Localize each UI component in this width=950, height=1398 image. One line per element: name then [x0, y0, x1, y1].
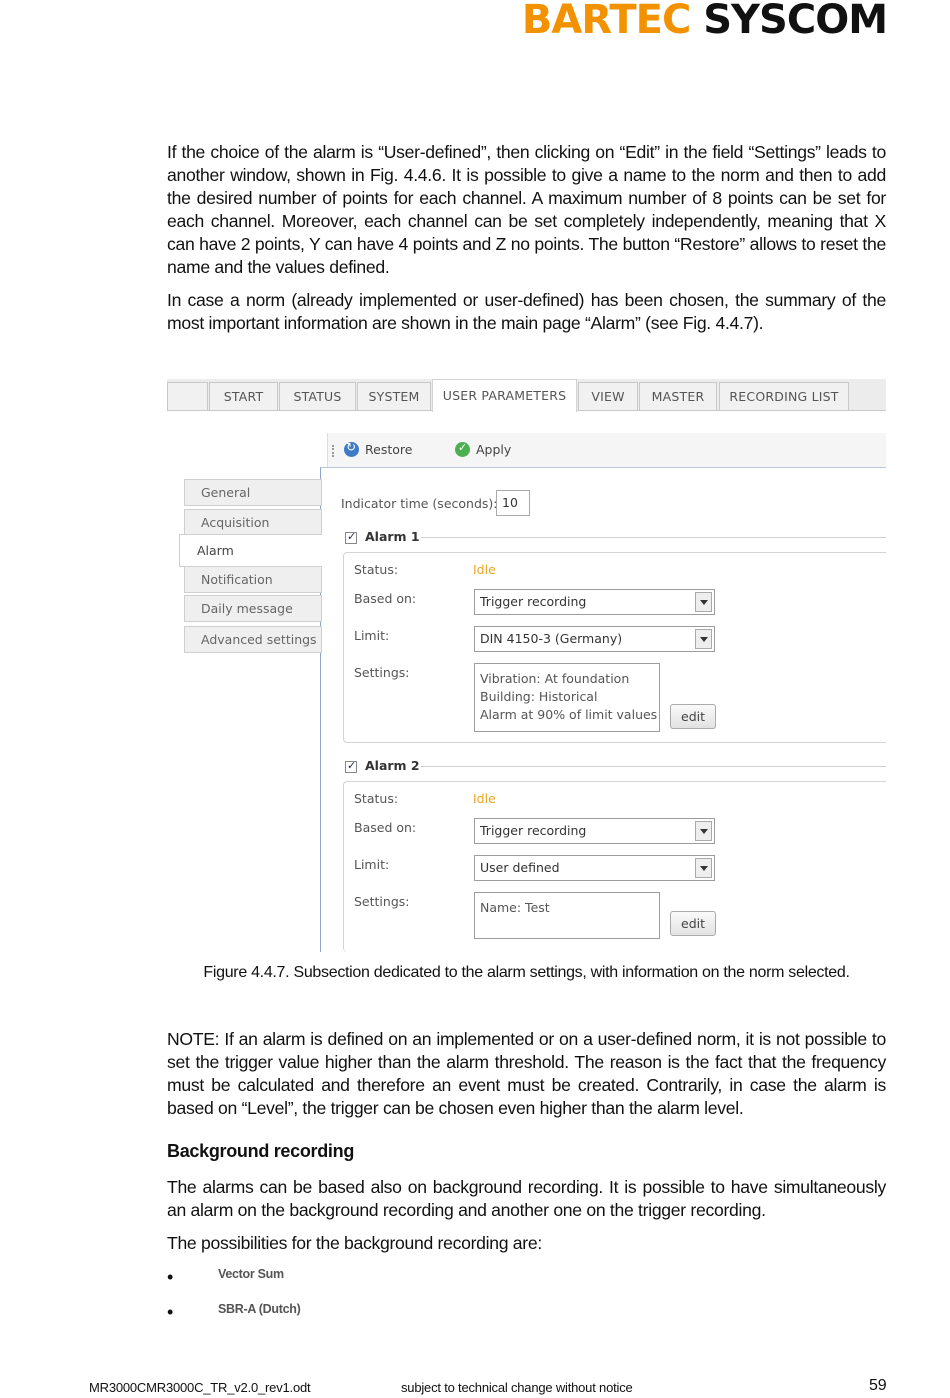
footer-notice: subject to technical change without notice: [401, 1380, 633, 1395]
bullet-icon: •: [167, 1267, 174, 1287]
indicator-time-label: Indicator time (seconds):: [341, 496, 498, 511]
tab-user-parameters[interactable]: USER PARAMETERS: [432, 379, 577, 412]
tab-start[interactable]: START: [209, 382, 278, 410]
list-item-label: SBR-A (Dutch): [218, 1302, 301, 1316]
sidebar-item-advanced-settings[interactable]: Advanced settings: [184, 626, 322, 653]
alarm2-limit-label: Limit:: [354, 857, 390, 872]
alarm2-settings-label: Settings:: [354, 894, 410, 909]
paragraph-norm-summary: In case a norm (already implemented or user-defined) has been chosen, the summary of the most important information are shown in the main page “Alarm” (see Fig. 4.4.7).: [167, 290, 886, 333]
tab-blank[interactable]: [167, 382, 208, 410]
chevron-down-icon[interactable]: [695, 629, 712, 649]
tab-bar: [167, 379, 886, 411]
alarm2-title: Alarm 2: [365, 758, 420, 773]
alarm2-limit-value: User defined: [480, 860, 560, 875]
indicator-time-input[interactable]: 10: [496, 490, 530, 516]
footer-filename: MR3000CMR3000C_TR_v2.0_rev1.odt: [89, 1380, 311, 1395]
restore-button[interactable]: [344, 442, 412, 457]
chevron-down-icon[interactable]: [695, 821, 712, 841]
toolbar-grip[interactable]: [332, 445, 334, 457]
alarm2-settings-line: Name: Test: [480, 900, 550, 915]
alarm1-edit-button[interactable]: edit: [670, 704, 716, 729]
chevron-down-icon[interactable]: [695, 858, 712, 878]
apply-check-icon: [455, 442, 470, 457]
alarm1-status-value: Idle: [473, 562, 496, 577]
company-logo: [521, 0, 887, 43]
restore-label: Restore: [365, 442, 413, 457]
alarm2-based-on-value: Trigger recording: [480, 823, 587, 838]
sidebar-item-general[interactable]: General: [184, 479, 322, 506]
alarm2-limit-select[interactable]: [474, 855, 715, 881]
logo-syscom: SYSCOM: [703, 0, 887, 43]
tab-system[interactable]: SYSTEM: [357, 382, 431, 410]
alarm1-settings-line: Vibration: At foundation: [480, 671, 630, 686]
tab-master[interactable]: MASTER: [639, 382, 717, 410]
sidebar-item-daily-message[interactable]: Daily message: [184, 595, 322, 622]
alarm1-settings-summary: [474, 663, 660, 732]
list-item-label: Vector Sum: [218, 1267, 284, 1281]
alarm1-divider: [421, 537, 886, 538]
alarm1-based-on-select[interactable]: [474, 589, 715, 615]
alarm2-status-label: Status:: [354, 791, 399, 806]
alarm1-based-on-label: Based on:: [354, 591, 417, 606]
logo-bartec: BARTEC: [521, 0, 691, 43]
restore-icon: [344, 442, 359, 457]
alarm1-settings-line: Alarm at 90% of limit values: [480, 707, 658, 722]
alarm2-based-on-select[interactable]: [474, 818, 715, 844]
tab-view[interactable]: VIEW: [578, 382, 638, 410]
alarm1-settings-line: Building: Historical: [480, 689, 598, 704]
alarm2-edit-button[interactable]: edit: [670, 911, 716, 936]
sidebar-item-alarm[interactable]: Alarm: [179, 534, 322, 567]
alarm2-status-value: Idle: [473, 791, 496, 806]
section-heading: Background recording: [167, 1141, 355, 1161]
toolbar: [327, 433, 886, 467]
paragraph-user-defined: If the choice of the alarm is “User-defined”, then clicking on “Edit” in the field “Settings” leads to another window, shown in Fig. 4.4.6. It is possible to give a name to the norm and then to add the desired number of points for each channel. A maximum number of 8 points can be set for each channel. Moreover, each channel can be set completely independently, meaning that X can have 2 points, Y can have 4 points and Z no points. The button “Restore” allows to reset the name and the values defined.: [167, 142, 886, 277]
apply-button[interactable]: [455, 442, 511, 457]
alarm2-divider: [421, 766, 886, 767]
alarm1-limit-label: Limit:: [354, 628, 390, 643]
alarm1-limit-value: DIN 4150-3 (Germany): [480, 631, 623, 646]
alarm1-limit-select[interactable]: [474, 626, 715, 652]
figure-screenshot: [167, 379, 886, 952]
sidebar-item-acquisition[interactable]: Acquisition: [184, 509, 322, 536]
alarm1-based-on-value: Trigger recording: [480, 594, 587, 609]
sidebar-item-notification[interactable]: Notification: [184, 566, 322, 593]
alarm1-title: Alarm 1: [365, 529, 420, 544]
apply-label: Apply: [476, 442, 512, 457]
bullet-icon: •: [167, 1302, 174, 1322]
paragraph-background-possibilities: The possibilities for the background recording are:: [167, 1233, 542, 1253]
tab-status[interactable]: STATUS: [279, 382, 356, 410]
alarm1-checkbox[interactable]: [345, 532, 357, 544]
chevron-down-icon[interactable]: [695, 592, 712, 612]
page-number: 59: [869, 1377, 887, 1394]
paragraph-background-alarms: The alarms can be based also on background recording. It is possible to have simultaneously an alarm on the background recording and another one on the trigger recording.: [167, 1177, 886, 1220]
tab-recording-list[interactable]: RECORDING LIST: [719, 382, 849, 410]
note-paragraph: NOTE: If an alarm is defined on an implemented or on a user-defined norm, it is not possible to set the trigger value higher than the alarm threshold. The reason is the fact that the frequency must be calculated and therefore an event must be created. Contrarily, in case the alarm is based on “Level”, the trigger can be chosen even higher than the alarm level.: [167, 1029, 886, 1118]
alarm2-settings-summary: [474, 892, 660, 939]
alarm2-based-on-label: Based on:: [354, 820, 417, 835]
alarm1-status-label: Status:: [354, 562, 399, 577]
figure-caption: Figure 4.4.7. Subsection dedicated to the alarm settings, with information on the norm selected.: [203, 964, 850, 981]
alarm2-checkbox[interactable]: [345, 761, 357, 773]
alarm1-settings-label: Settings:: [354, 665, 410, 680]
